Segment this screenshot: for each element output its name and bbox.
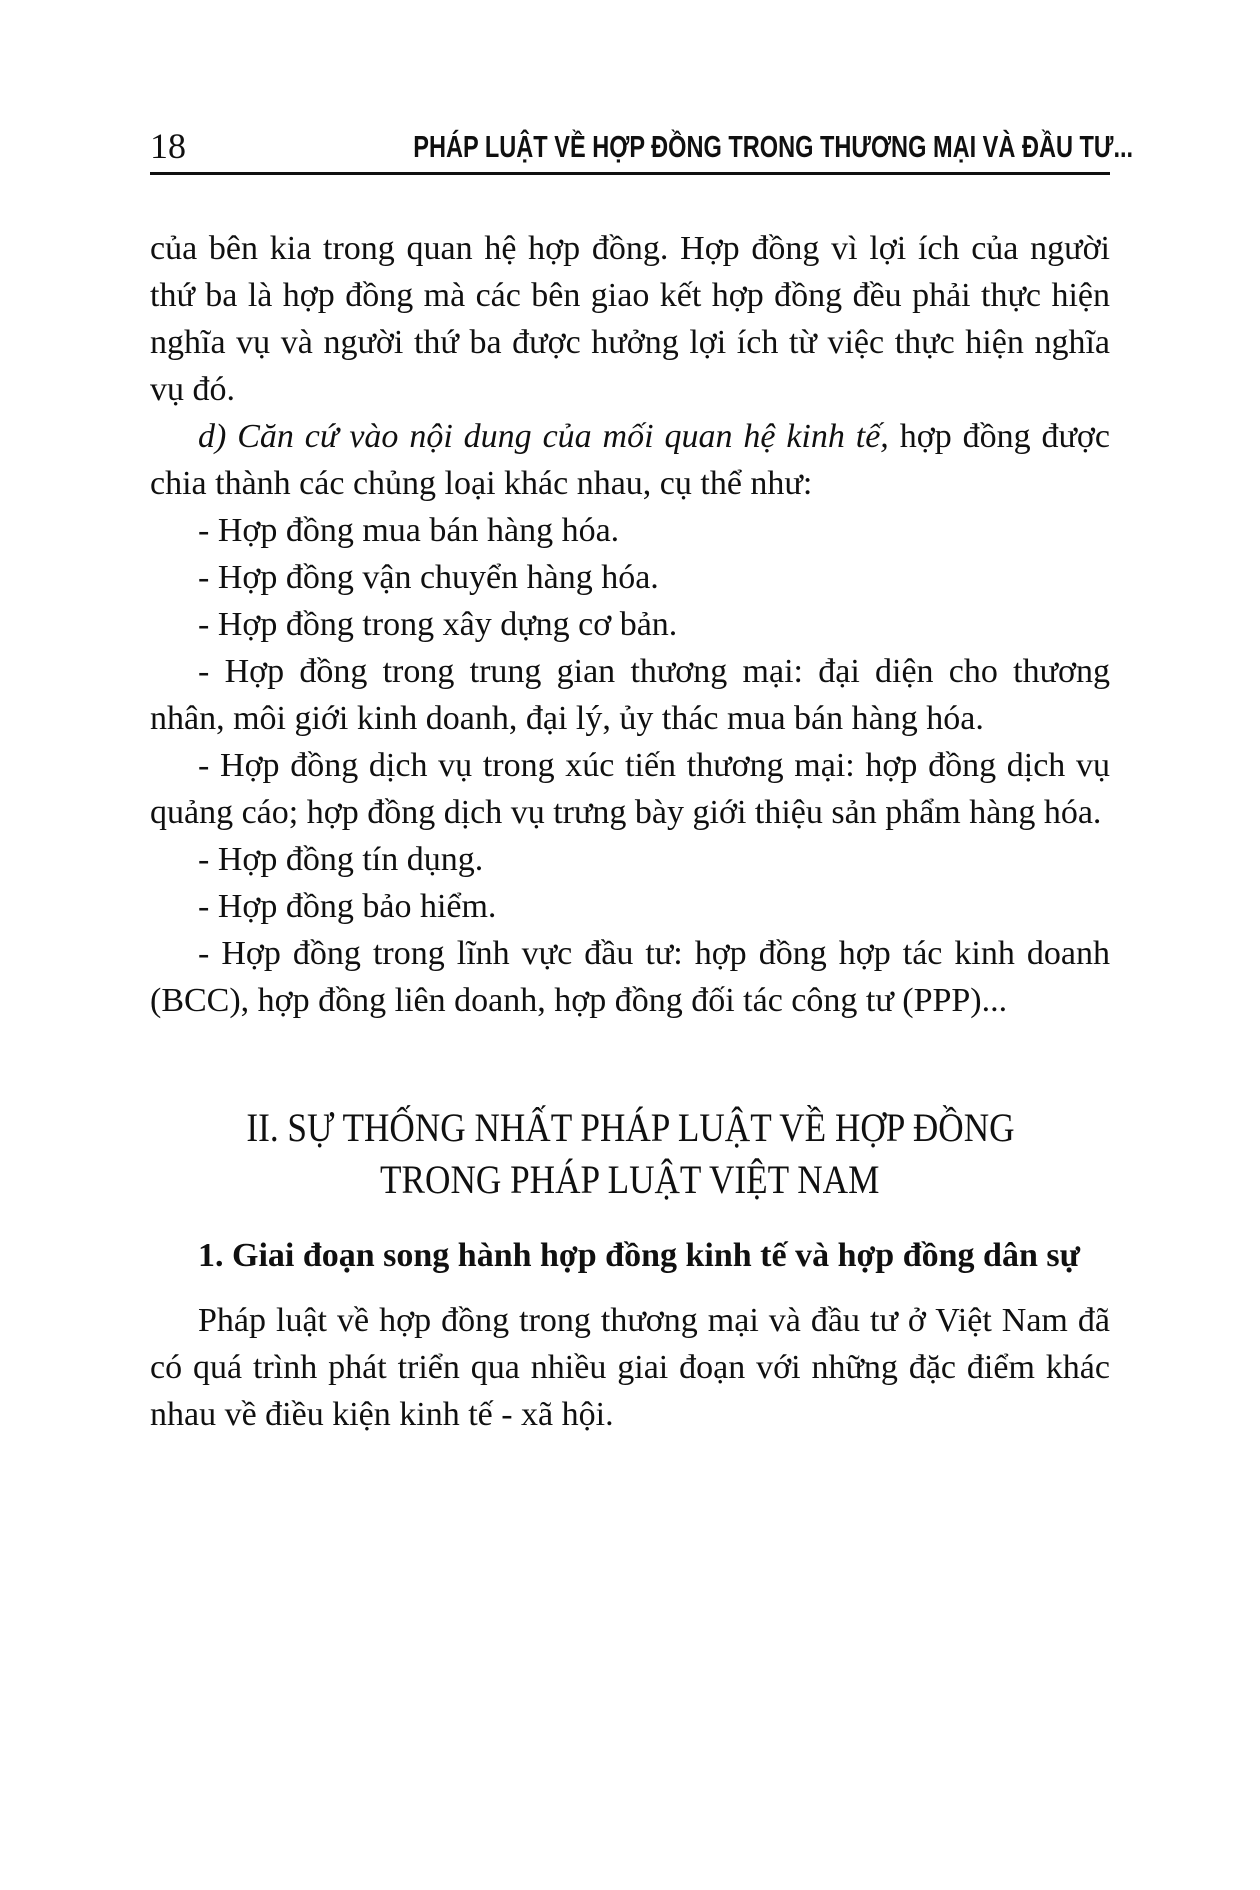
- page-body: [150, 225, 1110, 1438]
- list-item-commercial-intermediary: - Hợp đồng trong trung gian thương mại: đại diện cho thương nhân, môi giới kinh doanh, đại lý, ủy thác mua bán hàng hóa.: [150, 653, 1110, 737]
- list-item-goods-sale: - Hợp đồng mua bán hàng hóa.: [198, 512, 620, 549]
- paragraph-lead-italic: d) Căn cứ vào nội dung của mối quan hệ kinh tế,: [198, 418, 889, 455]
- paragraph-classification: [150, 413, 1110, 507]
- subsection-heading: 1. Giai đoạn song hành hợp đồng kinh tế và hợp đồng dân sự: [198, 1237, 1080, 1274]
- paragraph-lead-regular: hợp đồng được chia thành các chủng loại khác nhau, cụ thể như:: [150, 418, 1110, 502]
- list-item-investment: - Hợp đồng trong lĩnh vực đầu tư: hợp đồng hợp tác kinh doanh (BCC), hợp đồng liên doanh, hợp đồng đối tác công tư (PPP)...: [150, 935, 1110, 1019]
- section-heading: [150, 1102, 1110, 1206]
- section-heading-line-2: TRONG PHÁP LUẬT VIỆT NAM: [380, 1157, 880, 1202]
- page-header: [150, 126, 1134, 166]
- list-item-insurance: - Hợp đồng bảo hiểm.: [198, 888, 497, 925]
- section-heading-line-1: II. SỰ THỐNG NHẤT PHÁP LUẬT VỀ HỢP ĐỒNG: [245, 1105, 1015, 1150]
- list-item-goods-transport: - Hợp đồng vận chuyển hàng hóa.: [198, 559, 659, 596]
- running-title: PHÁP LUẬT VỀ HỢP ĐỒNG TRONG THƯƠNG MẠI VÀ ĐẦU TƯ...: [413, 129, 1134, 164]
- list-item-construction: - Hợp đồng trong xây dựng cơ bản.: [198, 606, 678, 643]
- page-number: 18: [150, 126, 186, 166]
- list-item-trade-promotion: - Hợp đồng dịch vụ trong xúc tiến thương mại: hợp đồng dịch vụ quảng cáo; hợp đồng dịch vụ trưng bày giới thiệu sản phẩm hàng hóa.: [150, 747, 1110, 831]
- paragraph-continuation: của bên kia trong quan hệ hợp đồng. Hợp đồng vì lợi ích của người thứ ba là hợp đồng mà các bên giao kết hợp đồng đều phải thực hiện nghĩa vụ và người thứ ba được hưởng lợi ích từ việc thực hiện nghĩa vụ đó.: [150, 230, 1110, 408]
- header-rule: [150, 172, 1110, 175]
- paragraph-history: Pháp luật về hợp đồng trong thương mại và đầu tư ở Việt Nam đã có quá trình phát triển qua nhiều giai đoạn với những đặc điểm khác nhau về điều kiện kinh tế - xã hội.: [150, 1302, 1110, 1433]
- list-item-credit: - Hợp đồng tín dụng.: [198, 841, 484, 878]
